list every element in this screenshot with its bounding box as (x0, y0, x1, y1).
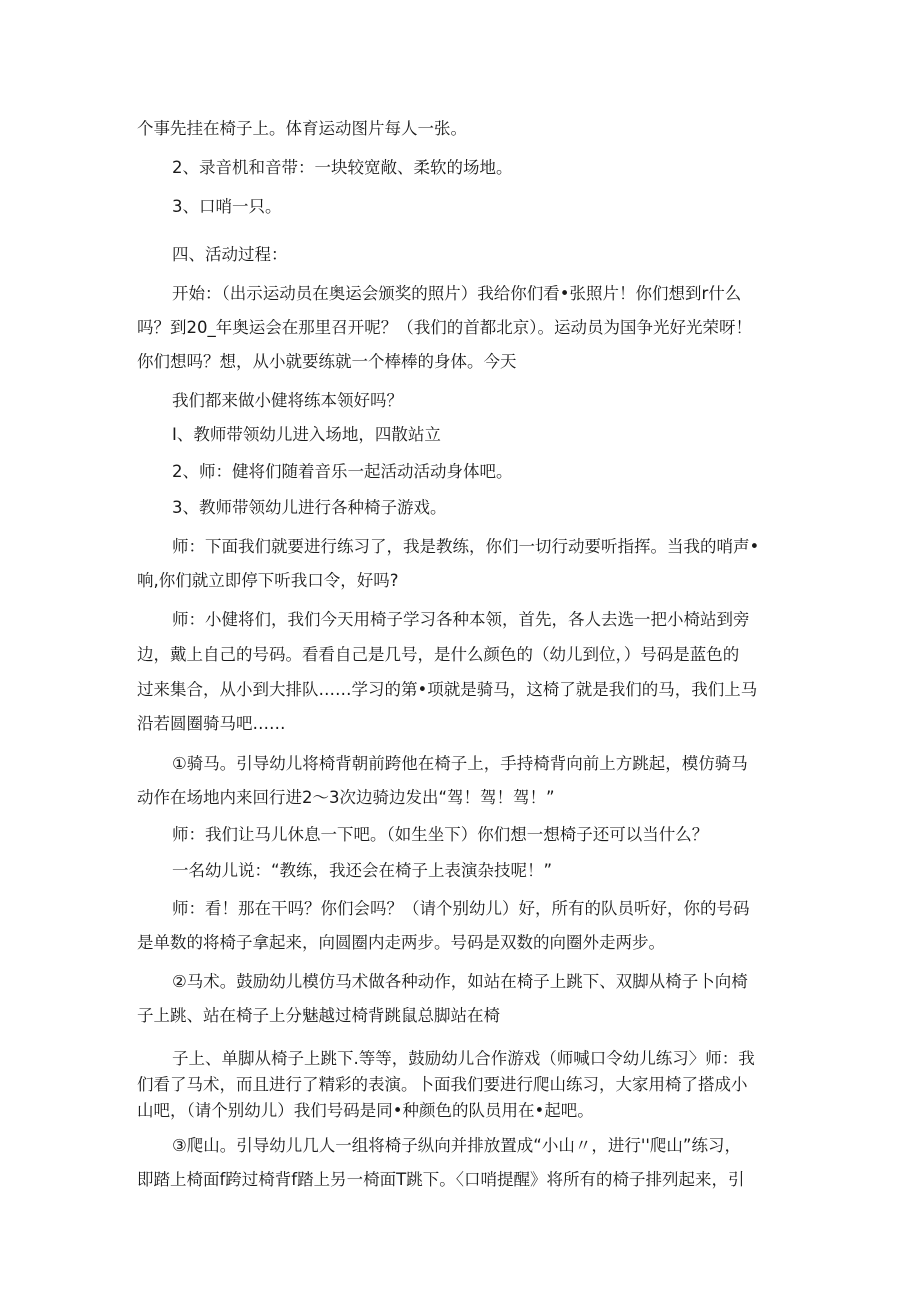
paragraph-line: 们看了马术，而且进行了精彩的表演。卜面我们要进行爬山练习，大家用椅了搭成小 (137, 1075, 748, 1094)
paragraph-line: ①骑马。引导幼儿将椅背朝前跨他在椅子上，手持椅背向前上方跳起，模仿骑马 (172, 754, 748, 773)
paragraph-line: 开始：（出示运动员在奥运会颁奖的照片）我给你们看•张照片！你们想到r什么 (172, 284, 742, 303)
paragraph-line: 边，戴上自己的号码。看看自己是几号，是什么颜色的（幼儿到位，）号码是蓝色的 (137, 645, 740, 664)
paragraph-line: 子上跳、站在椅子上分魅越过椅背跳鼠总脚站在椅 (137, 1006, 500, 1025)
list-item: 3、教师带领幼儿进行各种椅子游戏。 (172, 498, 447, 517)
paragraph-line: 个事先挂在椅子上。体育运动图片每人一张。 (137, 119, 467, 138)
list-item: 2、录音机和音带：一块较宽敞、柔软的场地。 (172, 158, 513, 177)
paragraph-line: 山吧，（请个别幼儿）我们号码是同•种颜色的队员用在•起吧。 (137, 1101, 594, 1120)
paragraph-line: 沿若圆圈骑马吧…… (137, 714, 286, 733)
paragraph-line: 过来集合，从小到大排队……学习的第•项就是骑马，这椅了就是我们的马，我们上马 (137, 680, 758, 699)
section-heading: 四、活动过程： (172, 245, 288, 264)
paragraph-line: 你们想吗？想，从小就要练就一个棒棒的身体。今天 (137, 352, 517, 371)
paragraph-line: 师：我们让马儿休息一下吧。（如生坐下）你们想一想椅子还可以当什么？ (172, 825, 709, 844)
paragraph-line: 师：小健将们，我们今天用椅子学习各种本领，首先，各人去选一把小椅站到旁 (172, 610, 750, 629)
paragraph-line: 即踏上椅面f跨过椅背f踏上另一椅面T跳下。〈口哨提醒》将所有的椅子排列起来，引 (137, 1170, 745, 1189)
list-item: 2、师：健将们随着音乐一起活动活动身体吧。 (172, 462, 513, 481)
paragraph-line: 师：看！那在干吗？你们会吗？（请个别幼儿）好，所有的队员听好，你的号码 (172, 899, 750, 918)
paragraph-line: 吗？到20_年奥运会在那里召开呢？（我们的首都北京）。运动员为国争光好光荣呀！ (137, 318, 752, 337)
paragraph-line: 子上、单脚从椅子上跳下.等等，鼓励幼儿合作游戏（师喊口令幼儿练习〉师：我 (172, 1049, 755, 1068)
paragraph-line: 我们都来做小健将练本领好吗？ (172, 391, 403, 410)
paragraph-line: 是单数的将椅子拿起来，向圆圈内走两步。号码是双数的向圈外走两步。 (137, 933, 665, 952)
paragraph-line: ②马术。鼓励幼儿模仿马术做各种动作，如站在椅子上跳下、双脚从椅子卜向椅 (172, 972, 748, 991)
paragraph-line: ③爬山。引导幼儿几人一组将椅子纵向并排放置成“小山〃，进行''爬山”练习， (172, 1136, 741, 1155)
paragraph-line: 师：下面我们就要进行练习了，我是教练，你们一切行动要听指挥。当我的哨声• (172, 537, 760, 556)
list-item: I、教师带领幼儿进入场地，四散站立 (172, 425, 441, 444)
paragraph-line: 一名幼儿说：“教练，我还会在椅子上表演杂技呢！” (172, 861, 553, 880)
paragraph-line: 响,你们就立即停下听我口令，好吗? (137, 571, 399, 590)
list-item: 3、口哨一只。 (172, 197, 282, 216)
paragraph-line: 动作在场地内来回行进2〜3次边骑边发出“驾！驾！驾！” (137, 788, 555, 807)
